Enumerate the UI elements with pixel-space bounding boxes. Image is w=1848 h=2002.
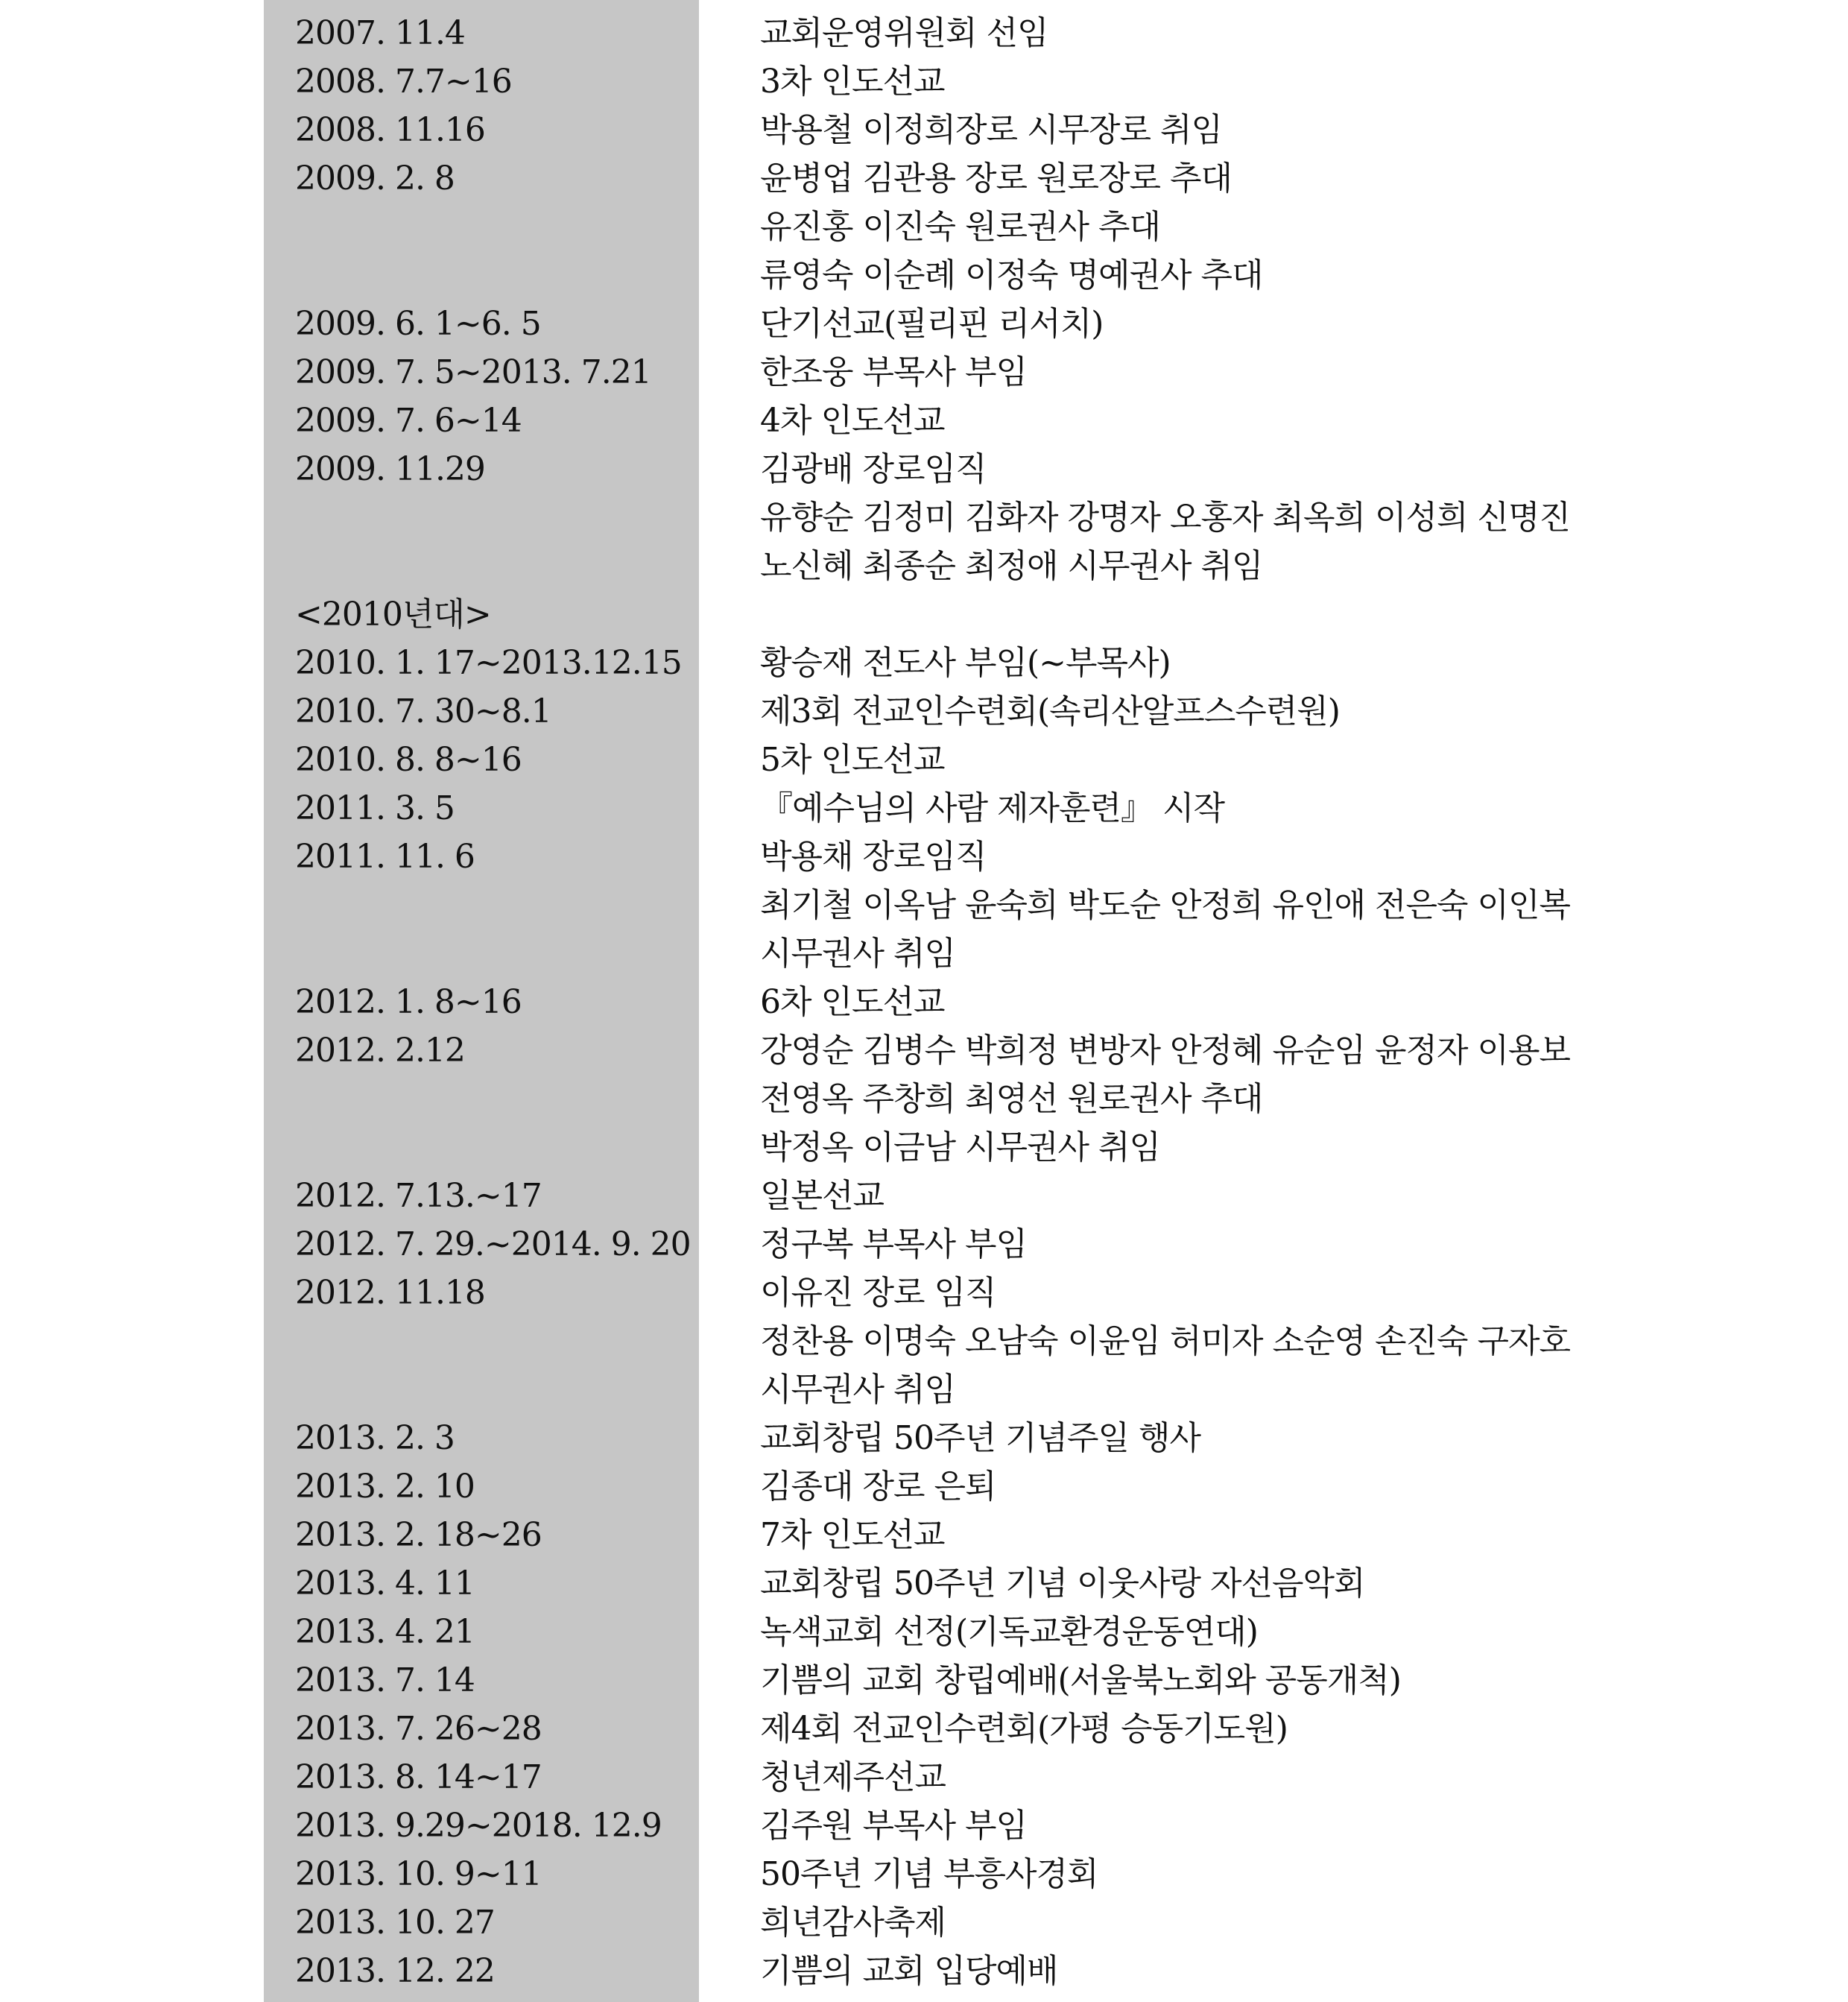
timeline-row xyxy=(0,300,1848,348)
event-description: 이유진 장로 임직 xyxy=(760,1274,996,1312)
event-description: 6차 인도선교 xyxy=(760,983,945,1021)
event-date: 2011. 11. 6 xyxy=(295,838,475,876)
timeline-row xyxy=(0,1850,1848,1898)
timeline-row xyxy=(0,106,1848,154)
timeline-row xyxy=(0,1026,1848,1075)
timeline-row xyxy=(0,687,1848,736)
event-date: 2009. 7. 5~2013. 7.21 xyxy=(295,353,651,391)
timeline-row xyxy=(0,1947,1848,1995)
event-description: 최기철 이옥남 윤숙희 박도순 안정희 유인애 전은숙 이인복 xyxy=(760,886,1570,924)
timeline-row xyxy=(0,639,1848,687)
timeline-row xyxy=(0,1317,1848,1365)
event-description: 제3회 전교인수련회(속리산알프스수련원) xyxy=(760,692,1340,730)
event-description: 단기선교(필리핀 리서치) xyxy=(760,305,1104,343)
event-description: 정구복 부목사 부임 xyxy=(760,1225,1028,1263)
event-date: 2013. 4. 11 xyxy=(295,1564,475,1602)
timeline-row xyxy=(0,154,1848,203)
event-date: 2008. 7.7~16 xyxy=(295,63,512,101)
event-date: 2013. 7. 26~28 xyxy=(295,1710,542,1748)
section-heading: <2010년대> xyxy=(295,596,491,634)
event-description: 교회창립 50주년 기념주일 행사 xyxy=(760,1419,1200,1457)
event-date: 2010. 8. 8~16 xyxy=(295,741,522,779)
event-date: 2013. 2. 10 xyxy=(295,1468,475,1506)
timeline-row xyxy=(0,929,1848,978)
event-description: 청년제주선교 xyxy=(760,1758,946,1796)
event-date: 2009. 11.29 xyxy=(295,450,485,488)
timeline-row xyxy=(0,445,1848,493)
event-date: 2010. 7. 30~8.1 xyxy=(295,692,551,730)
event-description: 박용철 이정희장로 시무장로 취임 xyxy=(760,111,1223,149)
timeline-row xyxy=(0,1705,1848,1753)
event-description: 5차 인도선교 xyxy=(760,741,945,779)
event-description: 3차 인도선교 xyxy=(760,63,945,101)
timeline-row xyxy=(0,784,1848,833)
timeline-row xyxy=(0,203,1848,251)
timeline-row xyxy=(0,348,1848,397)
event-description: 50주년 기념 부흥사경회 xyxy=(760,1855,1098,1893)
section-heading-row xyxy=(0,590,1848,639)
event-description: 류영숙 이순례 이정숙 명예권사 추대 xyxy=(760,256,1263,294)
event-date: 2012. 7.13.~17 xyxy=(295,1177,542,1215)
event-date: 2007. 11.4 xyxy=(295,14,465,52)
event-description: 기쁨의 교회 입당예배 xyxy=(760,1952,1058,1990)
event-description: 7차 인도선교 xyxy=(760,1516,945,1554)
event-date: 2013. 7. 14 xyxy=(295,1661,475,1699)
timeline-row xyxy=(0,1172,1848,1220)
event-description: 전영옥 주창희 최영선 원로권사 추대 xyxy=(760,1080,1263,1118)
timeline-row xyxy=(0,1414,1848,1462)
timeline-row xyxy=(0,542,1848,590)
event-date: 2009. 6. 1~6. 5 xyxy=(295,305,541,343)
event-date: 2013. 4. 21 xyxy=(295,1613,475,1651)
timeline-row xyxy=(0,833,1848,881)
event-description: 노신혜 최종순 최정애 시무권사 취임 xyxy=(760,547,1263,585)
event-description: 정찬용 이명숙 오남숙 이윤임 허미자 소순영 손진숙 구자호 xyxy=(760,1322,1570,1360)
event-description: 박용채 장로임직 xyxy=(760,838,987,876)
event-date: 2012. 7. 29.~2014. 9. 20 xyxy=(295,1225,691,1263)
event-description: 강영순 김병수 박희정 변방자 안정혜 유순임 윤정자 이용보 xyxy=(760,1032,1570,1070)
event-description: 『예수님의 사람 제자훈련』 시작 xyxy=(760,789,1225,827)
event-date: 2012. 2.12 xyxy=(295,1032,465,1070)
timeline-row xyxy=(0,1511,1848,1559)
event-description: 시무권사 취임 xyxy=(760,935,956,973)
timeline-row xyxy=(0,57,1848,106)
event-description: 유진홍 이진숙 원로권사 추대 xyxy=(760,208,1161,246)
event-description: 제4회 전교인수련회(가평 승동기도원) xyxy=(760,1710,1288,1748)
timeline-row xyxy=(0,1462,1848,1511)
event-date: 2012. 11.18 xyxy=(295,1274,485,1312)
event-description: 김주원 부목사 부임 xyxy=(760,1807,1028,1845)
event-date: 2010. 1. 17~2013.12.15 xyxy=(295,644,682,682)
timeline-row xyxy=(0,1898,1848,1947)
event-description: 녹색교회 선정(기독교환경운동연대) xyxy=(760,1613,1258,1651)
event-description: 시무권사 취임 xyxy=(760,1371,956,1409)
event-description: 4차 인도선교 xyxy=(760,402,945,440)
event-description: 교회운영위원회 선임 xyxy=(760,14,1048,52)
timeline-row xyxy=(0,1123,1848,1172)
event-date: 2013. 2. 3 xyxy=(295,1419,455,1457)
timeline-row xyxy=(0,1656,1848,1705)
event-description: 기쁨의 교회 창립예배(서울북노회와 공동개척) xyxy=(760,1661,1401,1699)
timeline-row xyxy=(0,251,1848,300)
timeline-row xyxy=(0,1075,1848,1123)
event-description: 교회창립 50주년 기념 이웃사랑 자선음악회 xyxy=(760,1564,1365,1602)
event-description: 한조웅 부목사 부임 xyxy=(760,353,1028,391)
event-date: 2013. 12. 22 xyxy=(295,1952,495,1990)
church-history-timeline xyxy=(0,9,1848,1995)
event-date: 2008. 11.16 xyxy=(295,111,485,149)
event-date: 2009. 7. 6~14 xyxy=(295,402,522,440)
event-description: 김종대 장로 은퇴 xyxy=(760,1468,996,1506)
timeline-row xyxy=(0,1802,1848,1850)
event-date: 2011. 3. 5 xyxy=(295,789,455,827)
event-date: 2012. 1. 8~16 xyxy=(295,983,522,1021)
timeline-row xyxy=(0,1608,1848,1656)
event-date: 2013. 9.29~2018. 12.9 xyxy=(295,1807,662,1845)
timeline-row xyxy=(0,1269,1848,1317)
timeline-row xyxy=(0,1220,1848,1269)
event-date: 2013. 10. 27 xyxy=(295,1904,495,1942)
event-date: 2009. 2. 8 xyxy=(295,160,455,198)
event-description: 유향순 김정미 김화자 강명자 오홍자 최옥희 이성희 신명진 xyxy=(760,499,1570,537)
timeline-row xyxy=(0,1559,1848,1608)
timeline-row xyxy=(0,978,1848,1026)
event-description: 윤병업 김관용 장로 원로장로 추대 xyxy=(760,160,1232,198)
event-description: 김광배 장로임직 xyxy=(760,450,987,488)
event-date: 2013. 10. 9~11 xyxy=(295,1855,542,1893)
timeline-row xyxy=(0,493,1848,542)
event-date: 2013. 8. 14~17 xyxy=(295,1758,542,1796)
event-description: 일본선교 xyxy=(760,1177,885,1215)
event-description: 희년감사축제 xyxy=(760,1904,946,1942)
timeline-row xyxy=(0,736,1848,784)
timeline-row xyxy=(0,881,1848,929)
timeline-row xyxy=(0,1365,1848,1414)
event-date: 2013. 2. 18~26 xyxy=(295,1516,542,1554)
timeline-row xyxy=(0,397,1848,445)
timeline-row xyxy=(0,9,1848,57)
event-description: 황승재 전도사 부임(~부목사) xyxy=(760,644,1171,682)
timeline-row xyxy=(0,1753,1848,1802)
event-description: 박정옥 이금남 시무권사 취임 xyxy=(760,1128,1161,1166)
